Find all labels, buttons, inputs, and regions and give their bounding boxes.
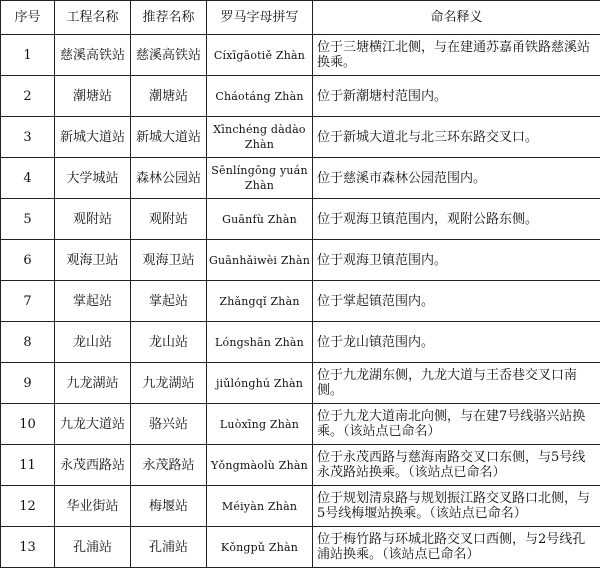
cell-project-name: 潮塘站 <box>55 76 131 117</box>
cell-no: 12 <box>1 486 55 527</box>
cell-project-name: 观海卫站 <box>55 240 131 281</box>
cell-no: 1 <box>1 35 55 76</box>
cell-project-name: 永茂西路站 <box>55 445 131 486</box>
table-row <box>1 240 600 281</box>
cell-project-name: 观附站 <box>55 199 131 240</box>
table-row <box>1 363 600 404</box>
cell-project-name: 华业街站 <box>55 486 131 527</box>
cell-no: 5 <box>1 199 55 240</box>
cell-project-name: 掌起站 <box>55 281 131 322</box>
cell-project-name: 龙山站 <box>55 322 131 363</box>
cell-project-name: 九龙湖站 <box>55 363 131 404</box>
cell-naming-explanation: 位于规划清泉路与规划振江路交叉路口北侧，与5号线梅堰站换乘。（该站点已命名） <box>313 486 600 527</box>
cell-roman-spelling: Guānhǎiwèi Zhàn <box>207 240 313 281</box>
table-row <box>1 445 600 486</box>
cell-recommended-name: 梅堰站 <box>131 486 207 527</box>
table-row <box>1 404 600 445</box>
cell-roman-spelling: Luòxīng Zhàn <box>207 404 313 445</box>
cell-project-name: 慈溪高铁站 <box>55 35 131 76</box>
cell-naming-explanation: 位于龙山镇范围内。 <box>313 322 600 363</box>
cell-naming-explanation: 位于新城大道北与北三环东路交叉口。 <box>313 117 600 158</box>
table-row <box>1 76 600 117</box>
cell-naming-explanation: 位于观海卫镇范围内。 <box>313 240 600 281</box>
cell-recommended-name: 永茂路站 <box>131 445 207 486</box>
cell-naming-explanation: 位于永茂西路与慈海南路交叉口东侧，与5号线永茂路站换乘。（该站点已命名） <box>313 445 600 486</box>
header-row <box>1 1 600 35</box>
cell-project-name: 孔浦站 <box>55 527 131 568</box>
cell-no: 10 <box>1 404 55 445</box>
header-naming-explanation: 命名释义 <box>313 1 600 35</box>
cell-recommended-name: 慈溪高铁站 <box>131 35 207 76</box>
table-row <box>1 486 600 527</box>
table-row <box>1 35 600 76</box>
cell-recommended-name: 龙山站 <box>131 322 207 363</box>
cell-project-name: 九龙大道站 <box>55 404 131 445</box>
cell-roman-spelling: Lóngshān Zhàn <box>207 322 313 363</box>
cell-no: 2 <box>1 76 55 117</box>
cell-no: 3 <box>1 117 55 158</box>
cell-recommended-name: 潮塘站 <box>131 76 207 117</box>
table-row <box>1 322 600 363</box>
cell-naming-explanation: 位于三塘横江北侧，与在建通苏嘉甬铁路慈溪站换乘。 <box>313 35 600 76</box>
cell-roman-spelling: jiǔlónghú Zhàn <box>207 363 313 404</box>
cell-roman-spelling: Kǒngpǔ Zhàn <box>207 527 313 568</box>
cell-naming-explanation: 位于九龙大道南北向侧，与在建7号线骆兴站换乘。（该站点已命名） <box>313 404 600 445</box>
cell-roman-spelling: Méiyàn Zhàn <box>207 486 313 527</box>
cell-naming-explanation: 位于观海卫镇范围内，观附公路东侧。 <box>313 199 600 240</box>
cell-roman-spelling: Guānfù Zhàn <box>207 199 313 240</box>
header-project-name: 工程名称 <box>55 1 131 35</box>
cell-roman-spelling: Yǒngmàolù Zhàn <box>207 445 313 486</box>
cell-recommended-name: 九龙湖站 <box>131 363 207 404</box>
cell-project-name: 大学城站 <box>55 158 131 199</box>
cell-project-name: 新城大道站 <box>55 117 131 158</box>
table-row <box>1 281 600 322</box>
cell-recommended-name: 观海卫站 <box>131 240 207 281</box>
cell-no: 4 <box>1 158 55 199</box>
cell-no: 9 <box>1 363 55 404</box>
cell-recommended-name: 新城大道站 <box>131 117 207 158</box>
cell-recommended-name: 观附站 <box>131 199 207 240</box>
table-row <box>1 527 600 568</box>
cell-recommended-name: 孔浦站 <box>131 527 207 568</box>
cell-no: 6 <box>1 240 55 281</box>
cell-no: 7 <box>1 281 55 322</box>
cell-naming-explanation: 位于慈溪市森林公园范围内。 <box>313 158 600 199</box>
cell-roman-spelling: Sēnlíngōng yuán Zhàn <box>207 158 313 199</box>
cell-roman-spelling: Zhǎngqǐ Zhàn <box>207 281 313 322</box>
table-row <box>1 117 600 158</box>
table-row <box>1 158 600 199</box>
cell-recommended-name: 森林公园站 <box>131 158 207 199</box>
cell-recommended-name: 掌起站 <box>131 281 207 322</box>
cell-naming-explanation: 位于九龙湖东侧，九龙大道与王岙巷交叉口南侧。 <box>313 363 600 404</box>
header-no: 序号 <box>1 1 55 35</box>
header-recommended-name: 推荐名称 <box>131 1 207 35</box>
cell-naming-explanation: 位于掌起镇范围内。 <box>313 281 600 322</box>
cell-naming-explanation: 位于梅竹路与环城北路交叉口西侧，与2号线孔浦站换乘。（该站点已命名） <box>313 527 600 568</box>
cell-no: 11 <box>1 445 55 486</box>
header-roman-spelling: 罗马字母拼写 <box>207 1 313 35</box>
cell-naming-explanation: 位于新潮塘村范围内。 <box>313 76 600 117</box>
cell-recommended-name: 骆兴站 <box>131 404 207 445</box>
table-row <box>1 199 600 240</box>
cell-no: 8 <box>1 322 55 363</box>
cell-no: 13 <box>1 527 55 568</box>
cell-roman-spelling: Xīnchéng dàdào Zhàn <box>207 117 313 158</box>
cell-roman-spelling: Cíxīgāotiě Zhàn <box>207 35 313 76</box>
cell-roman-spelling: Cháotáng Zhàn <box>207 76 313 117</box>
